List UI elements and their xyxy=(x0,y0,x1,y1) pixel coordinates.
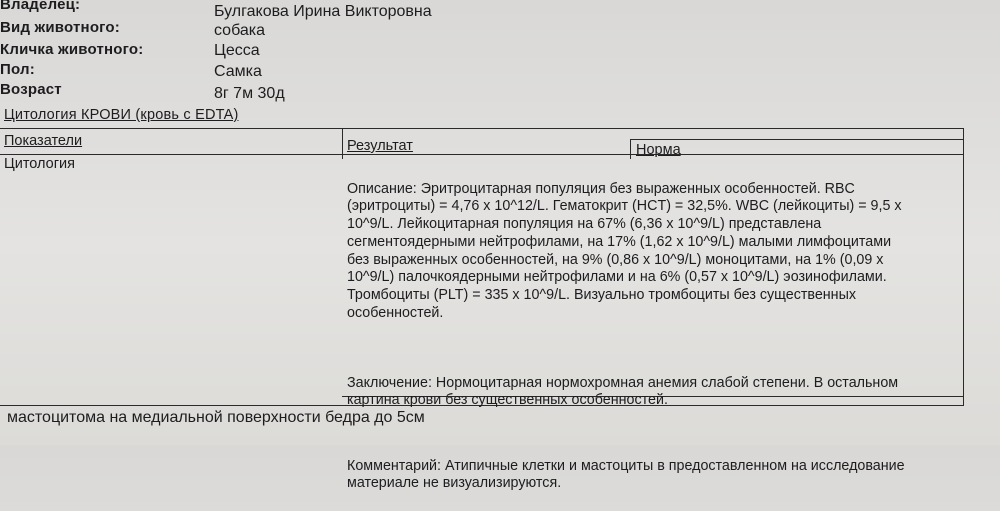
table-column-divider xyxy=(342,128,343,159)
sex-value: Самка xyxy=(214,63,262,80)
nickname-value: Цесса xyxy=(214,42,260,59)
result-comment: Комментарий: Атипичные клетки и мастоциты в предоставленном на исследование материале не визуализируются. xyxy=(347,457,905,492)
owner-value: Булгакова Ирина Викторовна xyxy=(214,3,432,20)
result-text xyxy=(347,163,959,511)
header-indicators: Показатели xyxy=(4,133,83,149)
nickname-label: Кличка животного: xyxy=(0,41,144,58)
section-title: Цитология КРОВИ (кровь с EDTA) xyxy=(4,107,239,123)
owner-label: Владелец: xyxy=(0,0,81,13)
species-label: Вид животного: xyxy=(0,19,120,36)
species-value: собака xyxy=(214,22,266,39)
owner-info-block xyxy=(0,0,1000,110)
result-conclusion: Заключение: Нормоцитарная нормохромная анемия слабой степени. В остальном картина крови без существенных особенностей. xyxy=(347,374,899,409)
row-label-cytology: Цитология xyxy=(4,156,75,172)
sex-label: Пол: xyxy=(0,61,35,78)
header-result: Результат xyxy=(347,138,413,154)
header-norm: Норма xyxy=(636,142,681,158)
footer-note: мастоцитома на медиальной поверхности бедра до 5см xyxy=(7,409,425,426)
result-description: Описание: Эритроцитарная популяция без выраженных особенностей. RBC (эритроциты) = 4,76 x 10^12/L. Гематокрит (HCT) = 32,5%. WBC (лейкоциты) = 9,5 x 10^9/L. Лейкоцитарная популяция на 67% (6,36 x 10^9/L) представлена сегментоядерными нейтрофилами, на 17% (1,62 x 10^9/L) малыми лимфоцитами без выраженных особенностей, на 9% (0,86 x 10^9/L) моноцитами, на 1% (0,09 x 10^9/L) палочкоядерными нейтрофилами и на 6% (0,57 x 10^9/L) эозинофилами. Тромбоциты (PLT) = 335 x 10^9/L. Визуально тромбоциты без существенных особенностей. xyxy=(347,180,902,321)
age-value: 8г 7м 30д xyxy=(214,85,285,102)
age-label: Возраст xyxy=(0,81,62,98)
